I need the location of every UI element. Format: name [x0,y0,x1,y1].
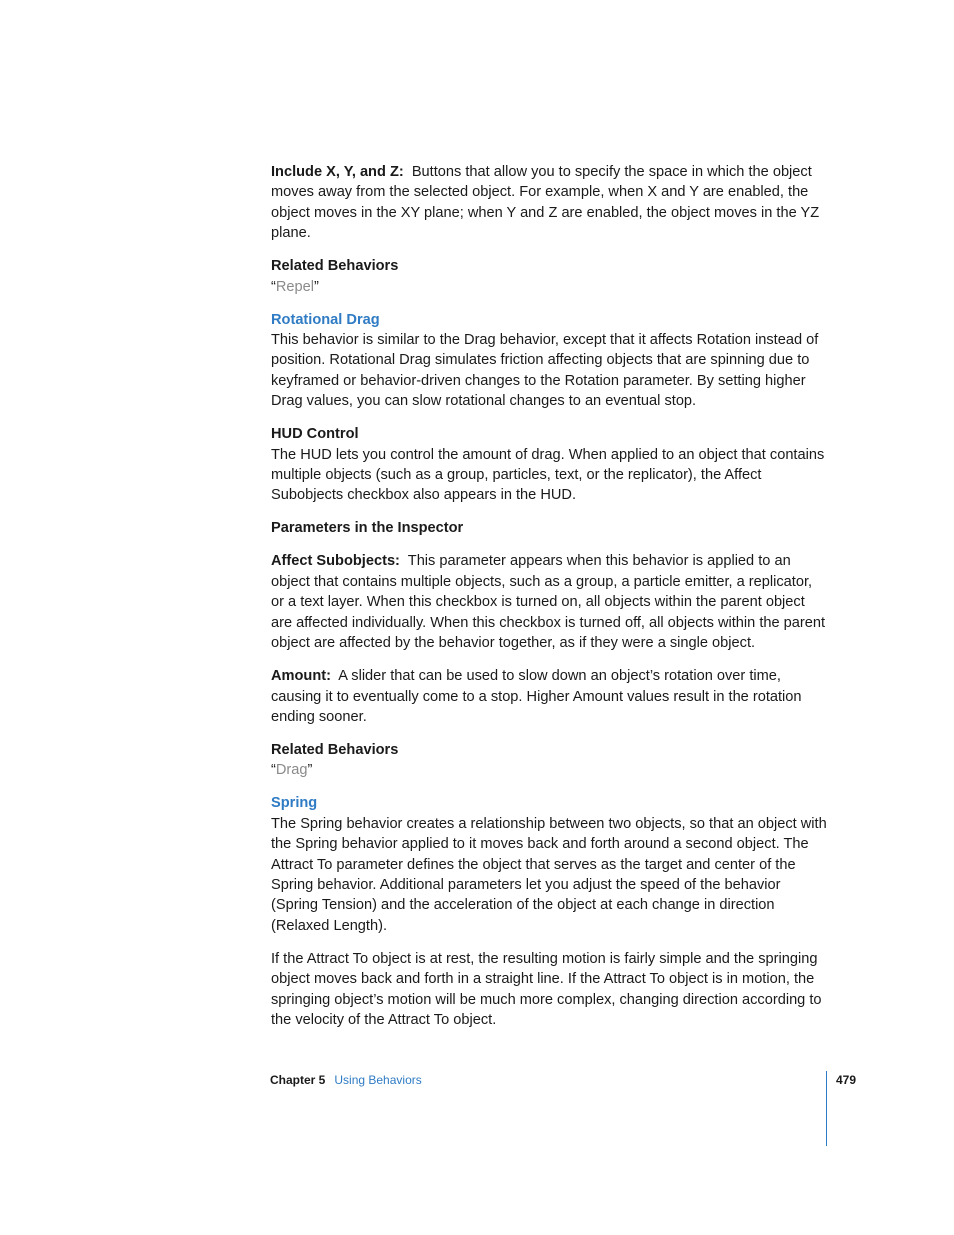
spring-section [271,793,827,936]
amount-paragraph [271,666,827,727]
page-number: 479 [836,1073,857,1087]
hud-control-text: The HUD lets you control the amount of drag. When applied to an object that contains multiple objects (such as a group, particles, text, or the replicator), the Affect Subobjects checkbox also appears in the HUD. [271,446,825,504]
spring-title: Spring [271,795,318,812]
close-quote: ” [314,278,319,295]
close-quote: ” [307,762,313,779]
rotational-drag-section [271,310,827,412]
open-quote: “ [271,762,276,779]
related-behaviors-2 [271,740,827,781]
hud-control-section [271,424,827,506]
affect-subobjects-label: Affect Subobjects: [271,553,400,570]
related-behaviors-heading: Related Behaviors [271,741,399,758]
rotational-drag-text: This behavior is similar to the Drag behavior, except that it affects Rotation instead of position. Rotational Drag simulates friction affecting objects that are spinning due to keyframed or behavior-driven changes to the Rotation parameter. By setting higher Drag values, you can slow rotational changes to an eventual stop. [271,332,819,410]
spring-text-2: If the Attract To object is at rest, the resulting motion is fairly simple and the springing object moves back and forth in a straight line. If the Attract To object is in motion, the springing object’s motion will be much more complex, changing direction according to the velocity of the Attract To object. [271,950,822,1028]
rotational-drag-title: Rotational Drag [271,311,380,328]
link-repel[interactable]: Repel [275,278,315,295]
affect-subobjects-text: This parameter appears when this behavior is applied to an object that contains multiple objects, such as a group, a particle emitter, a replicator, or a text layer. When this checkbox is turned on, all objects within the parent object are affected individually. When this checkbox is turned off, all objects within the parent object are affected by the behavior together, as if they were a single object. [271,553,826,652]
include-xyz-paragraph [271,162,827,244]
page-footer [270,1072,422,1088]
link-drag[interactable]: Drag [275,762,308,779]
chapter-title-link[interactable]: Using Behaviors [334,1073,422,1087]
related-behaviors-list [271,277,827,297]
inspector-heading: Parameters in the Inspector [271,520,464,537]
footer-divider [826,1071,827,1146]
related-behaviors-list [271,760,827,780]
amount-label: Amount: [271,668,331,685]
chapter-number: Chapter 5 [270,1073,326,1087]
related-behaviors-1 [271,256,827,297]
amount-text: A slider that can be used to slow down an object’s rotation over time, causing it to eventually come to a stop. Higher Amount values result in the rotation ending sooner. [271,668,802,725]
include-xyz-text: Buttons that allow you to specify the space in which the object moves away from the selected object. For example, when X and Y are enabled, the object moves in the XY plane; when Y and Z are enabled, the object moves in the YZ plane. [271,164,820,242]
include-xyz-label: Include X, Y, and Z: [271,164,404,180]
spring-text-1: The Spring behavior creates a relationship between two objects, so that an object with the Spring behavior applied to it moves back and forth around a second object. The Attract To parameter defines the object that serves as the target and center of the Spring behavior. Additional parameters let you adjust the speed of the behavior (Spring Tension) and the acceleration of the object at each change in direction (Relaxed Length). [271,815,827,934]
affect-subobjects-paragraph [271,551,827,653]
hud-control-heading: HUD Control [271,426,359,443]
page-content [271,162,827,1043]
open-quote: “ [271,278,276,295]
related-behaviors-heading: Related Behaviors [271,258,399,275]
